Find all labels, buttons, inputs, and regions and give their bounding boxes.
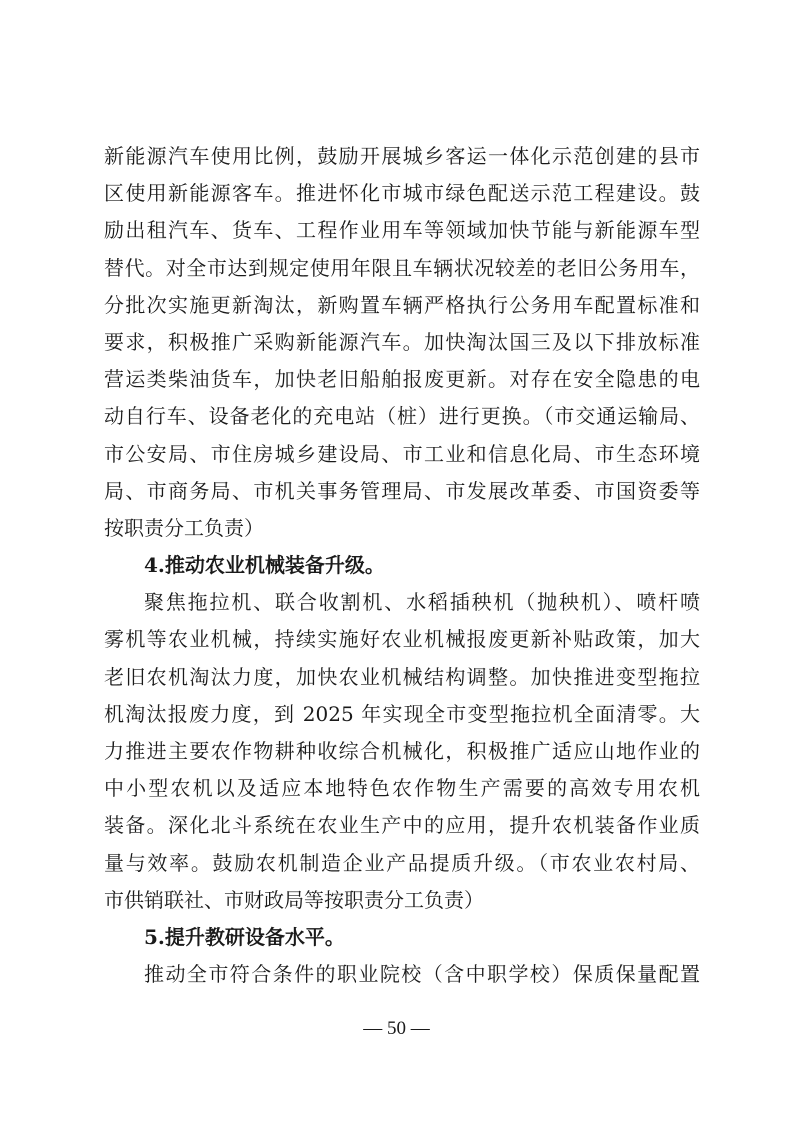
- text-line: 分批次实施更新淘汰，新购置车辆严格执行公务用车配置标准和: [104, 292, 700, 317]
- text-line: 励出租汽车、货车、工程作业用车等领域加快节能与新能源车型: [104, 218, 700, 243]
- text-line: 市供销联社、市财政局等按职责分工负责）: [104, 887, 484, 912]
- text-line: 区使用新能源客车。推进怀化市城市绿色配送示范工程建设。鼓: [104, 181, 700, 206]
- section-heading-5: 5.提升教研设备水平。: [144, 924, 345, 949]
- text-line: 老旧农机淘汰力度，加快农业机械结构调整。加快推进变型拖拉: [104, 664, 700, 689]
- text-line: 按职责分工负责）: [104, 515, 264, 540]
- text-line: 机淘汰报废力度，到 2025 年实现全市变型拖拉机全面清零。大: [104, 701, 700, 726]
- text-line: 要求，积极推广采购新能源汽车。加快淘汰国三及以下排放标准: [104, 329, 700, 354]
- text-line: 局、市商务局、市机关事务管理局、市发展改革委、市国资委等: [104, 478, 700, 503]
- text-line: 中小型农机以及适应本地特色农作物生产需要的高效专用农机: [104, 776, 700, 801]
- text-line: 营运类柴油货车，加快老旧船舶报废更新。对存在安全隐患的电: [104, 367, 700, 392]
- paragraph-teaching-equipment: [104, 956, 700, 993]
- section-heading-4: 4.推动农业机械装备升级。: [144, 553, 385, 578]
- text-line: 量与效率。鼓励农机制造企业产品提质升级。（市农业农村局、: [104, 850, 700, 875]
- text-line: 替代。对全市达到规定使用年限且车辆状况较差的老旧公务用车，: [104, 255, 700, 280]
- text-line: 雾机等农业机械，持续实施好农业机械报废更新补贴政策，加大: [104, 627, 700, 652]
- page-number: — 50 —: [363, 1018, 430, 1039]
- text-line: 力推进主要农作物耕种收综合机械化，积极推广适应山地作业的: [104, 739, 700, 763]
- paragraph-agricultural-machinery: [104, 584, 700, 919]
- text-line: 动自行车、设备老化的充电站（桩）进行更换。（市交通运输局、: [104, 404, 700, 429]
- text-line: 市公安局、市住房城乡建设局、市工业和信息化局、市生态环境: [104, 441, 700, 466]
- text-line: 聚焦拖拉机、联合收割机、水稻插秧机（抛秧机）、喷杆喷: [144, 590, 700, 615]
- paragraph-transport-vehicles: [104, 138, 700, 547]
- document-body: [104, 138, 700, 993]
- text-line: 推动全市符合条件的职业院校（含中职学校）保质保量配置: [144, 962, 700, 987]
- text-line: 装备。深化北斗系统在农业生产中的应用，提升农机装备作业质: [104, 813, 700, 838]
- text-line: 新能源汽车使用比例，鼓励开展城乡客运一体化示范创建的县市: [104, 144, 700, 168]
